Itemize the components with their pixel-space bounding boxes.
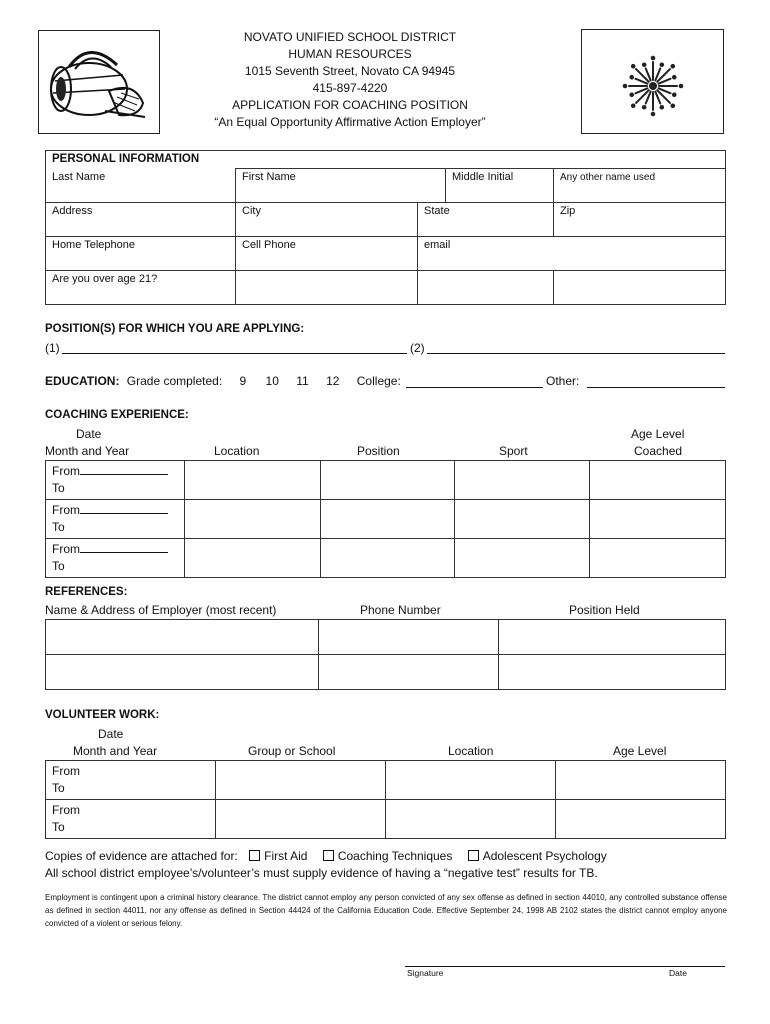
references-position-header: Position Held bbox=[569, 603, 640, 617]
tb-note: All school district employee’s/volunteer’s must supply evidence of having a “negative test” results for TB. bbox=[45, 866, 598, 880]
coaching-techniques-checkbox[interactable] bbox=[323, 850, 334, 861]
address-label: Address bbox=[52, 205, 93, 217]
volunteer-date-cell-2[interactable] bbox=[46, 800, 216, 839]
coaching-sport-cell-2[interactable] bbox=[455, 500, 590, 539]
coaching-location-cell-1[interactable] bbox=[185, 461, 321, 500]
signature-date-label: Date bbox=[669, 968, 687, 978]
coaching-age-cell-2[interactable] bbox=[590, 500, 726, 539]
references-phone-header: Phone Number bbox=[360, 603, 441, 617]
other-line[interactable] bbox=[587, 387, 725, 388]
middle-initial-field[interactable] bbox=[446, 169, 554, 203]
coaching-position-header: Position bbox=[357, 444, 400, 458]
volunteer-month-year-header: Month and Year bbox=[73, 744, 158, 758]
adolescent-psychology-label: Adolescent Psychology bbox=[482, 849, 607, 863]
coaching-to-label-1: To bbox=[52, 481, 65, 495]
volunteer-to-label-2: To bbox=[52, 820, 65, 834]
zip-label: Zip bbox=[560, 205, 576, 217]
home-phone-label: Home Telephone bbox=[52, 239, 135, 251]
coaching-date-cell-2[interactable] bbox=[46, 500, 185, 539]
coaching-row-1 bbox=[46, 461, 726, 500]
volunteer-from-label-2: From bbox=[52, 803, 80, 817]
volunteer-row-2 bbox=[46, 800, 726, 839]
grade-10[interactable]: 10 bbox=[265, 374, 279, 388]
reference-name-cell-1[interactable] bbox=[46, 620, 319, 655]
volunteer-table bbox=[45, 760, 726, 839]
personal-info-heading-cell bbox=[46, 151, 726, 169]
volunteer-date-cell-1[interactable] bbox=[46, 761, 216, 800]
district-phone: 415-897-4220 bbox=[312, 81, 388, 95]
coaching-from-label-3: From bbox=[52, 542, 80, 556]
college-label: College: bbox=[356, 374, 401, 388]
volunteer-date-header: Date bbox=[98, 727, 124, 741]
coaching-to-label-3: To bbox=[52, 559, 65, 573]
coaching-date-header: Date bbox=[76, 427, 102, 441]
sports-bag-icon bbox=[39, 31, 159, 133]
coaching-from-label-2: From bbox=[52, 503, 80, 517]
first-name-label: First Name bbox=[242, 171, 296, 183]
coaching-from-line-3[interactable] bbox=[80, 541, 168, 553]
coaching-location-cell-3[interactable] bbox=[185, 539, 321, 578]
position-1-line[interactable] bbox=[62, 353, 407, 354]
state-label: State bbox=[424, 205, 450, 217]
references-heading: REFERENCES: bbox=[45, 586, 128, 598]
volunteer-group-cell-2[interactable] bbox=[216, 800, 386, 839]
over-21-blank-3[interactable] bbox=[554, 271, 726, 305]
form-title: APPLICATION FOR COACHING POSITION bbox=[232, 98, 468, 112]
coaching-date-cell-1[interactable] bbox=[46, 461, 185, 500]
grade-12[interactable]: 12 bbox=[326, 374, 340, 388]
position-2-label: (2) bbox=[410, 341, 425, 355]
coaching-position-cell-3[interactable] bbox=[321, 539, 455, 578]
cell-phone-label: Cell Phone bbox=[242, 239, 296, 251]
last-name-field[interactable] bbox=[46, 169, 236, 203]
coaching-from-label-1: From bbox=[52, 464, 80, 478]
coaching-from-line-1[interactable] bbox=[80, 463, 168, 475]
district-name: NOVATO UNIFIED SCHOOL DISTRICT bbox=[243, 30, 457, 44]
city-label: City bbox=[242, 205, 261, 217]
home-phone-field[interactable] bbox=[46, 237, 236, 271]
coaching-position-cell-1[interactable] bbox=[321, 461, 455, 500]
reference-row-1 bbox=[46, 620, 726, 655]
starburst-icon bbox=[582, 30, 723, 133]
signature-label: Signature bbox=[407, 968, 444, 978]
other-label: Other: bbox=[546, 374, 580, 388]
over-21-label: Are you over age 21? bbox=[52, 273, 158, 285]
college-line[interactable] bbox=[406, 387, 543, 388]
volunteer-age-cell-2[interactable] bbox=[556, 800, 726, 839]
coaching-position-cell-2[interactable] bbox=[321, 500, 455, 539]
header-block bbox=[180, 29, 520, 131]
other-name-label: Any other name used bbox=[560, 172, 656, 183]
reference-name-cell-2[interactable] bbox=[46, 655, 319, 690]
coaching-row-2 bbox=[46, 500, 726, 539]
coaching-age-level-header: Age Level bbox=[631, 427, 685, 441]
left-logo-box bbox=[38, 30, 160, 134]
education-row bbox=[45, 374, 401, 388]
disclaimer-text: Employment is contingent upon a criminal history clearance. The district cannot employ any person convicted of any sex offense as defined in section 44010, any controlled substance offense as defined in section 44011, nor any offense as defined in Section 44424 of the California Education Code. Effective September 24, 1998 AB 2102 states the district cannot employ anyone convicted of a violent or serious felony. bbox=[45, 893, 727, 928]
coaching-techniques-label: Coaching Techniques bbox=[337, 849, 453, 863]
position-2-line[interactable] bbox=[427, 353, 725, 354]
coaching-row-3 bbox=[46, 539, 726, 578]
grade-completed-label: Grade completed: bbox=[126, 374, 223, 388]
first-aid-checkbox[interactable] bbox=[249, 850, 260, 861]
volunteer-row-1 bbox=[46, 761, 726, 800]
email-field[interactable] bbox=[418, 237, 726, 271]
volunteer-group-header: Group or School bbox=[248, 744, 336, 758]
grade-11[interactable]: 11 bbox=[296, 374, 309, 388]
department-name: HUMAN RESOURCES bbox=[288, 47, 412, 61]
coaching-sport-cell-3[interactable] bbox=[455, 539, 590, 578]
first-name-field[interactable] bbox=[236, 169, 446, 203]
coaching-table bbox=[45, 460, 726, 578]
coaching-location-cell-2[interactable] bbox=[185, 500, 321, 539]
reference-position-cell-1[interactable] bbox=[499, 620, 726, 655]
address-field[interactable] bbox=[46, 203, 236, 237]
coaching-age-cell-1[interactable] bbox=[590, 461, 726, 500]
volunteer-location-header: Location bbox=[448, 744, 494, 758]
reference-phone-cell-2[interactable] bbox=[319, 655, 499, 690]
other-name-field[interactable] bbox=[554, 169, 726, 203]
right-logo-box bbox=[581, 29, 724, 134]
position-1-label: (1) bbox=[45, 341, 60, 355]
adolescent-psychology-checkbox[interactable] bbox=[468, 850, 479, 861]
reference-position-cell-2[interactable] bbox=[499, 655, 726, 690]
coaching-from-line-2[interactable] bbox=[80, 502, 168, 514]
coaching-sport-header: Sport bbox=[499, 444, 528, 458]
district-address: 1015 Seventh Street, Novato CA 94945 bbox=[244, 64, 456, 78]
volunteer-from-label-1: From bbox=[52, 764, 80, 778]
volunteer-age-cell-1[interactable] bbox=[556, 761, 726, 800]
reference-row-2 bbox=[46, 655, 726, 690]
volunteer-age-level-header: Age Level bbox=[613, 744, 667, 758]
personal-info-heading: PERSONAL INFORMATION bbox=[52, 153, 200, 165]
education-heading: EDUCATION: bbox=[45, 374, 120, 388]
coaching-date-cell-3[interactable] bbox=[46, 539, 185, 578]
coaching-month-year-header: Month and Year bbox=[45, 444, 130, 458]
coaching-to-label-2: To bbox=[52, 520, 65, 534]
zip-field[interactable] bbox=[554, 203, 726, 237]
eoe-statement: “An Equal Opportunity Affirmative Action Employer” bbox=[214, 115, 486, 129]
references-name-header: Name & Address of Employer (most recent) bbox=[45, 603, 277, 617]
positions-heading: POSITION(S) FOR WHICH YOU ARE APPLYING: bbox=[45, 323, 305, 335]
references-table bbox=[45, 619, 726, 690]
grade-9[interactable]: 9 bbox=[239, 374, 247, 388]
over-21-blank-1[interactable] bbox=[236, 271, 418, 305]
coaching-coached-header: Coached bbox=[634, 444, 683, 458]
first-aid-label: First Aid bbox=[264, 849, 308, 863]
state-field[interactable] bbox=[418, 203, 554, 237]
volunteer-to-label-1: To bbox=[52, 781, 65, 795]
cell-phone-field[interactable] bbox=[236, 237, 418, 271]
city-field[interactable] bbox=[236, 203, 418, 237]
coaching-sport-cell-1[interactable] bbox=[455, 461, 590, 500]
over-21-blank-2[interactable] bbox=[418, 271, 554, 305]
middle-initial-label: Middle Initial bbox=[452, 171, 514, 183]
volunteer-location-cell-1[interactable] bbox=[386, 761, 556, 800]
coaching-location-header: Location bbox=[214, 444, 260, 458]
coaching-age-cell-3[interactable] bbox=[590, 539, 726, 578]
coaching-heading: COACHING EXPERIENCE: bbox=[45, 409, 189, 421]
last-name-label: Last Name bbox=[52, 170, 106, 183]
signature-line[interactable] bbox=[405, 966, 725, 967]
volunteer-heading: VOLUNTEER WORK: bbox=[45, 709, 160, 721]
volunteer-group-cell-1[interactable] bbox=[216, 761, 386, 800]
email-label: email bbox=[424, 239, 451, 251]
personal-info-table bbox=[45, 150, 726, 305]
evidence-label: Copies of evidence are attached for: bbox=[45, 849, 238, 863]
evidence-row bbox=[45, 849, 607, 863]
over-21-field[interactable] bbox=[46, 271, 236, 305]
reference-phone-cell-1[interactable] bbox=[319, 620, 499, 655]
volunteer-location-cell-2[interactable] bbox=[386, 800, 556, 839]
